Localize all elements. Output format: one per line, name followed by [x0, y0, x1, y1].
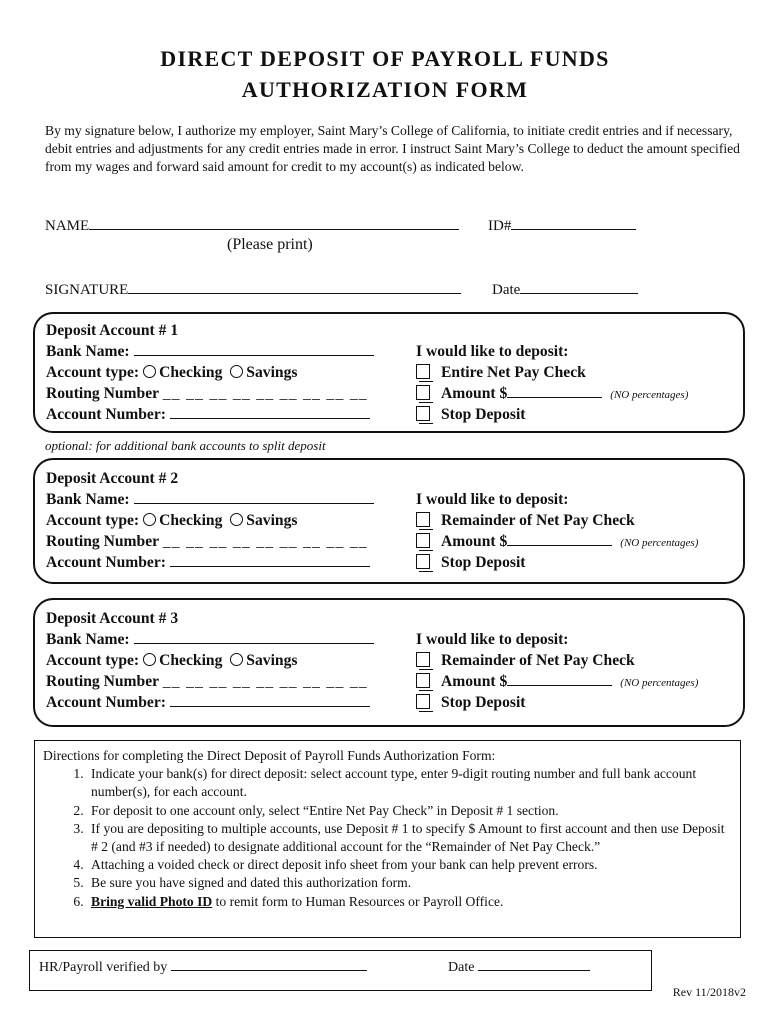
deposit-option[interactable] — [416, 671, 698, 692]
hr-verified-label: HR/Payroll verified by — [39, 960, 168, 975]
remainder-net-pay-checkbox[interactable] — [416, 652, 430, 667]
deposit-option[interactable] — [416, 650, 698, 671]
authorization-statement: By my signature below, I authorize my employer, Saint Mary’s College of California, to initiate credit entries and if necessary, debit entries and adjustments for any credit entries made in error. I instruct Saint Mary’s College to deduct the amount specified from my wages and forward said amount for credit to my account(s) as indicated below. — [45, 123, 740, 175]
id-label: ID# — [488, 218, 512, 234]
account-heading: Deposit Account # 1 — [46, 322, 179, 339]
account-1-details — [46, 320, 374, 425]
routing-number-field[interactable] — [46, 671, 374, 692]
signature-line[interactable] — [128, 279, 461, 294]
deposit-option[interactable] — [416, 362, 688, 383]
id-field[interactable] — [488, 215, 636, 235]
savings-label: Savings — [246, 652, 298, 669]
savings-radio[interactable] — [230, 365, 243, 378]
hr-date-label: Date — [448, 960, 475, 975]
amount-line[interactable] — [507, 673, 612, 686]
option-label: Amount $ — [441, 673, 508, 690]
remainder-net-pay-checkbox[interactable] — [416, 512, 430, 527]
account-type-field — [46, 510, 374, 531]
direction-item-rest: to remit form to Human Resources or Payroll Office. — [212, 893, 504, 909]
signature-label: SIGNATURE — [45, 282, 129, 298]
option-label: Stop Deposit — [441, 406, 526, 423]
hr-verified-field[interactable] — [39, 958, 367, 976]
stop-deposit-checkbox[interactable] — [416, 554, 430, 569]
checking-radio[interactable] — [143, 653, 156, 666]
routing-number-field[interactable] — [46, 383, 374, 404]
bank-name-field[interactable] — [46, 341, 374, 362]
account-number-line[interactable] — [170, 406, 370, 419]
direction-item — [87, 893, 732, 911]
account-type-field — [46, 362, 374, 383]
checking-label: Checking — [159, 652, 223, 669]
deposit-option[interactable] — [416, 531, 698, 552]
account-number-line[interactable] — [170, 694, 370, 707]
hr-date-line[interactable] — [478, 958, 590, 971]
deposit-option[interactable] — [416, 552, 698, 573]
directions-box — [34, 740, 741, 938]
routing-label: Routing Number — [46, 673, 159, 690]
hr-date-field[interactable] — [448, 958, 590, 976]
savings-radio[interactable] — [230, 653, 243, 666]
stop-deposit-checkbox[interactable] — [416, 406, 430, 421]
account-number-label: Account Number: — [46, 694, 166, 711]
routing-label: Routing Number — [46, 533, 159, 550]
entire-net-pay-checkbox[interactable] — [416, 364, 430, 379]
bank-name-field[interactable] — [46, 489, 374, 510]
direction-item: 4. Attaching a voided check or direct deposit info sheet from your bank can help prevent errors. — [87, 856, 732, 874]
directions-list — [43, 765, 732, 911]
checking-label: Checking — [159, 364, 223, 381]
deposit-option[interactable] — [416, 383, 688, 404]
option-label: Remainder of Net Pay Check — [441, 652, 635, 669]
form-title-line2: AUTHORIZATION FORM — [241, 77, 529, 102]
savings-label: Savings — [246, 364, 298, 381]
savings-label: Savings — [246, 512, 298, 529]
deposit-heading: I would like to deposit: — [416, 343, 569, 360]
name-field[interactable] — [45, 215, 459, 235]
routing-blanks[interactable]: __ __ __ __ __ __ __ __ __ — [162, 673, 369, 690]
account-1-deposit-options — [416, 341, 688, 425]
amount-checkbox[interactable] — [416, 533, 430, 548]
bank-name-label: Bank Name: — [46, 631, 130, 648]
option-label: Entire Net Pay Check — [441, 364, 586, 381]
deposit-heading: I would like to deposit: — [416, 631, 569, 648]
checking-radio[interactable] — [143, 513, 156, 526]
direction-item: 1. Indicate your bank(s) for direct deposit: select account type, enter 9-digit routing number and full bank account number(s), for each account. — [87, 765, 732, 801]
signature-field[interactable] — [45, 279, 461, 299]
amount-line[interactable] — [507, 533, 612, 546]
account-number-line[interactable] — [170, 554, 370, 567]
routing-blanks[interactable]: __ __ __ __ __ __ __ __ __ — [162, 533, 369, 550]
checking-label: Checking — [159, 512, 223, 529]
account-type-label: Account type: — [46, 364, 140, 381]
account-number-field[interactable] — [46, 552, 374, 573]
revision-label: Rev 11/2018v2 — [672, 985, 746, 999]
account-type-field — [46, 650, 374, 671]
deposit-option[interactable] — [416, 510, 698, 531]
account-number-field[interactable] — [46, 692, 374, 713]
account-3-deposit-options — [416, 629, 698, 713]
routing-number-field[interactable] — [46, 531, 374, 552]
option-label: Stop Deposit — [441, 554, 526, 571]
amount-line[interactable] — [507, 385, 602, 398]
optional-note: optional: for additional bank accounts to split deposit — [45, 438, 326, 453]
form-title-line1: DIRECT DEPOSIT OF PAYROLL FUNDS — [160, 46, 610, 71]
date-label: Date — [492, 282, 521, 298]
account-number-field[interactable] — [46, 404, 374, 425]
no-percentages-note: (NO percentages) — [620, 677, 699, 689]
photo-id-emphasis: Bring valid Photo ID — [91, 893, 213, 909]
deposit-option[interactable] — [416, 404, 688, 425]
stop-deposit-checkbox[interactable] — [416, 694, 430, 709]
savings-radio[interactable] — [230, 513, 243, 526]
no-percentages-note: (NO percentages) — [610, 389, 689, 401]
bank-name-field[interactable] — [46, 629, 374, 650]
please-print-note: (Please print) — [227, 236, 313, 253]
account-heading: Deposit Account # 3 — [46, 610, 179, 627]
bank-name-label: Bank Name: — [46, 491, 130, 508]
date-field[interactable] — [492, 279, 638, 299]
name-line[interactable] — [89, 215, 459, 230]
id-line[interactable] — [511, 215, 636, 230]
hr-verification-box — [29, 950, 652, 991]
direction-item: 2. For deposit to one account only, select “Entire Net Pay Check” in Deposit # 1 section. — [87, 802, 732, 820]
option-label: Amount $ — [441, 533, 508, 550]
account-2-details — [46, 468, 374, 573]
bank-name-line[interactable] — [134, 491, 374, 504]
amount-checkbox[interactable] — [416, 673, 430, 688]
option-label: Amount $ — [441, 385, 508, 402]
bank-name-label: Bank Name: — [46, 343, 130, 360]
checking-radio[interactable] — [143, 365, 156, 378]
account-3-details — [46, 608, 374, 713]
account-number-label: Account Number: — [46, 406, 166, 423]
amount-checkbox[interactable] — [416, 385, 430, 400]
bank-name-line[interactable] — [134, 631, 374, 644]
name-label: NAME — [45, 218, 90, 234]
routing-blanks[interactable]: __ __ __ __ __ __ __ __ __ — [162, 385, 369, 402]
date-line[interactable] — [520, 279, 638, 294]
deposit-option[interactable] — [416, 692, 698, 713]
hr-verified-line[interactable] — [171, 958, 367, 971]
directions-heading: Directions for completing the Direct Deposit of Payroll Funds Authorization Form: — [43, 748, 496, 763]
account-2-deposit-options — [416, 489, 698, 573]
account-heading: Deposit Account # 2 — [46, 470, 179, 487]
account-type-label: Account type: — [46, 512, 140, 529]
account-number-label: Account Number: — [46, 554, 166, 571]
routing-label: Routing Number — [46, 385, 159, 402]
option-label: Remainder of Net Pay Check — [441, 512, 635, 529]
account-type-label: Account type: — [46, 652, 140, 669]
no-percentages-note: (NO percentages) — [620, 537, 699, 549]
deposit-heading: I would like to deposit: — [416, 491, 569, 508]
bank-name-line[interactable] — [134, 343, 374, 356]
direction-item: 3. If you are depositing to multiple accounts, use Deposit # 1 to specify $ Amount to first account and then use Deposit # 2 (and #3 if needed) to designate additional account for the “Remainder of Net Pay Check.” — [87, 820, 732, 856]
direction-item: 5. Be sure you have signed and dated this authorization form. — [87, 874, 732, 892]
option-label: Stop Deposit — [441, 694, 526, 711]
